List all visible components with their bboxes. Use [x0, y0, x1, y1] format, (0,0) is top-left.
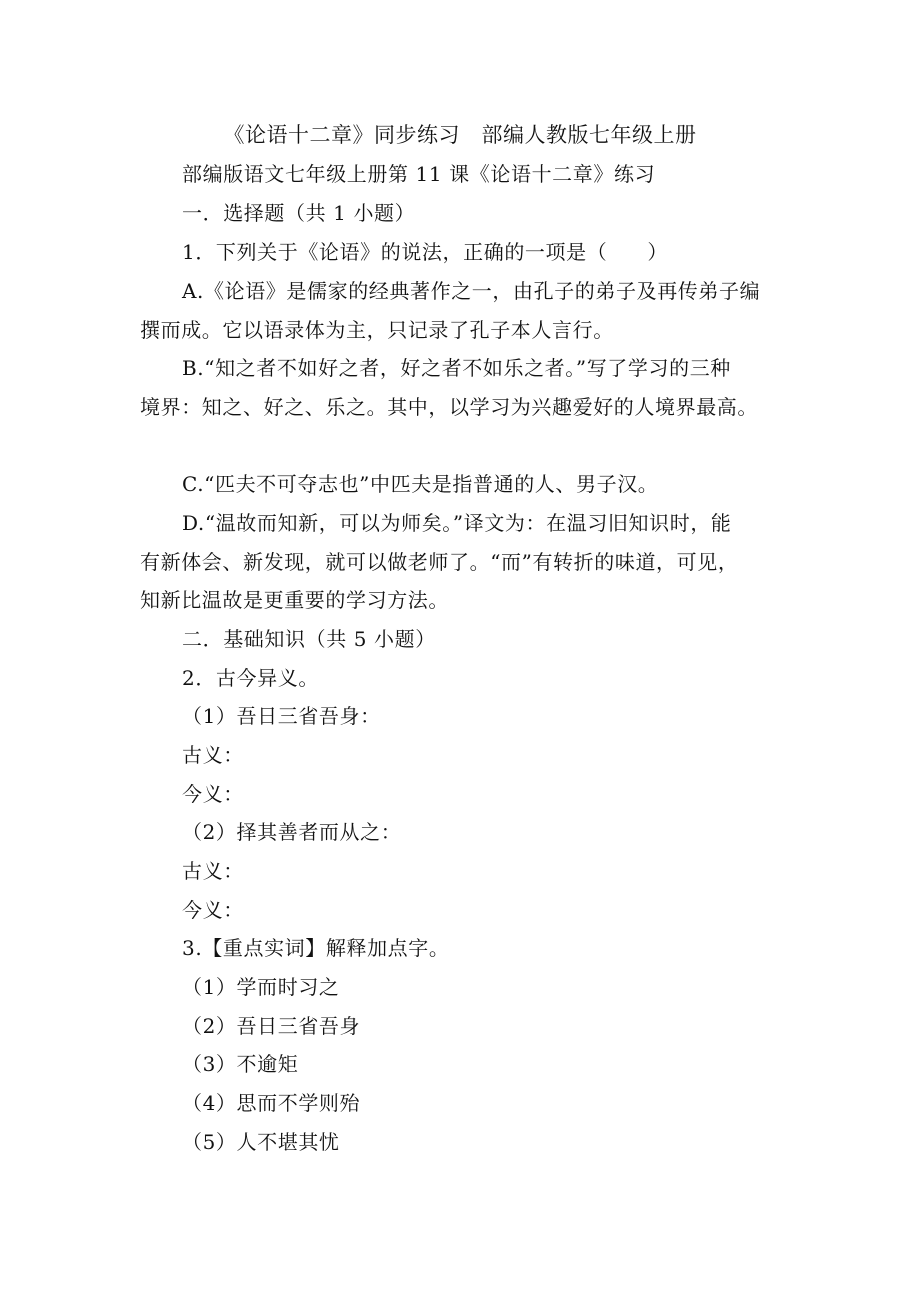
option-d-line-1: D.“温故而知新，可以为师矣。”译文为：在温习旧知识时，能 [182, 511, 732, 535]
question-3-stem: 3.【重点实词】解释加点字。 [182, 936, 450, 960]
question-1-stem [140, 236, 790, 268]
question-2-item-2: （2）择其善者而从之： [182, 820, 402, 844]
question-2-item-1-ancient: 古义： [182, 743, 244, 767]
lesson-subtitle: 部编版语文七年级上册第 11 课《论语十二章》练习 [182, 162, 656, 186]
option-b-line-1: B.“知之者不如好之者，好之者不如乐之者。”写了学习的三种 [182, 356, 731, 380]
question-1-stem-text: 1．下列关于《论语》的说法，正确的一项是（ [182, 240, 608, 264]
question-1-stem-close: ） [647, 240, 668, 264]
option-d-line-2: 有新体会、新发现，就可以做老师了。“而”有转折的味道，可见， [140, 550, 739, 574]
question-3-item: （2）吾日三省吾身 [182, 1014, 361, 1038]
question-2-item-2-modern: 今义： [182, 898, 244, 922]
option-a-line-1: A.《论语》是儒家的经典著作之一，由孔子的弟子及再传弟子编 [182, 279, 761, 303]
question-3-item: （5）人不堪其忧 [182, 1130, 340, 1154]
section-1-heading: 一．选择题（共 1 小题） [182, 201, 416, 225]
option-c: C.“匹夫不可夺志也”中匹夫是指普通的人、男子汉。 [182, 472, 659, 496]
question-3-item: （3）不逾矩 [182, 1052, 299, 1076]
question-3-item: （4）思而不学则殆 [182, 1091, 361, 1115]
question-2-item-1-modern: 今义： [182, 782, 244, 806]
question-2-stem: 2．古今异义。 [182, 666, 319, 690]
option-d-line-3: 知新比温故是更重要的学习方法。 [140, 588, 449, 612]
question-2-item-2-ancient: 古义： [182, 859, 244, 883]
question-3-item: （1）学而时习之 [182, 975, 340, 999]
page-title: 《论语十二章》同步练习 部编人教版七年级上册 [223, 123, 697, 147]
option-a-line-2: 撰而成。它以语录体为主，只记录了孔子本人言行。 [140, 318, 614, 342]
question-2-item-1: （1）吾日三省吾身： [182, 704, 381, 728]
option-b-line-2: 境界：知之、好之、乐之。其中，以学习为兴趣爱好的人境界最高。 [140, 395, 758, 419]
section-2-heading: 二．基础知识（共 5 小题） [182, 627, 436, 651]
